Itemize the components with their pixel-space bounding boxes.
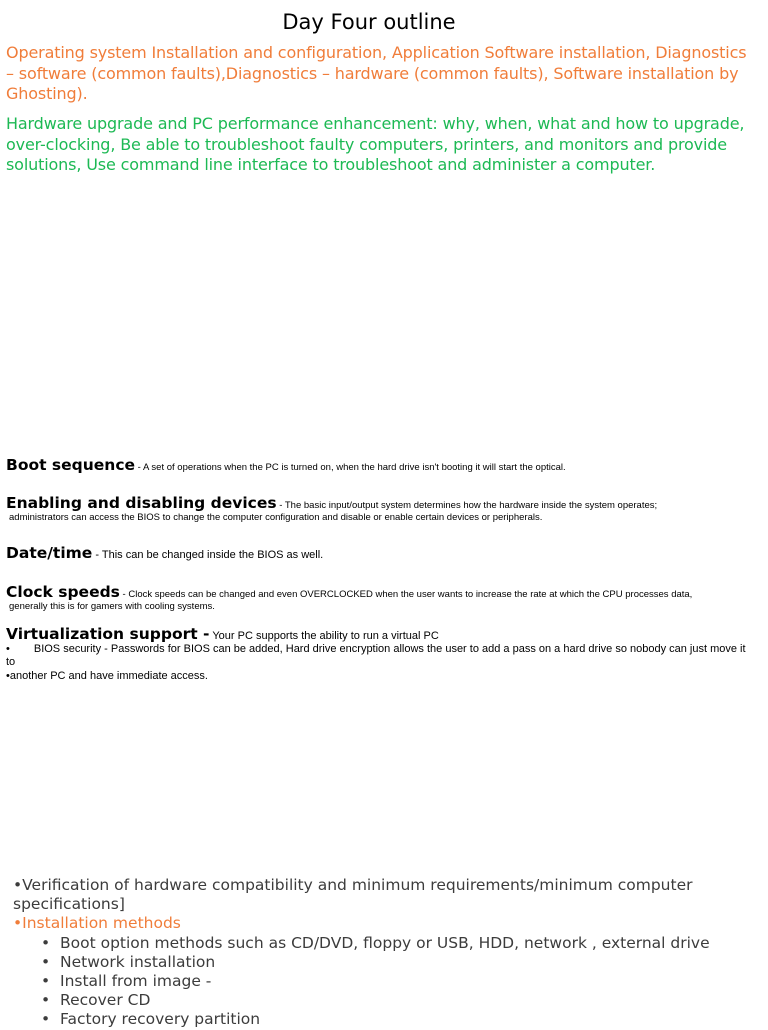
list-item xyxy=(41,991,753,1010)
list-item-text: Factory recovery partition xyxy=(60,1010,261,1029)
bios-description-continued: administrators can access the BIOS to change the computer configuration and disable or enable certain devices or peripherals. xyxy=(9,512,543,523)
list-item-text: Network installation xyxy=(60,952,216,971)
bios-term: Date/time xyxy=(6,544,93,562)
bullet: • xyxy=(13,914,23,933)
installation-section xyxy=(13,876,753,1030)
bios-item-virtualization xyxy=(6,624,746,643)
bullet: • xyxy=(41,972,51,991)
bullet: • xyxy=(41,952,51,971)
methods-heading-text: Installation methods xyxy=(22,914,181,933)
bios-security-note xyxy=(6,643,746,669)
bios-item-clock-speeds xyxy=(6,582,746,613)
list-item xyxy=(41,972,753,991)
bios-item-enabling-devices xyxy=(6,493,746,524)
bullet: • xyxy=(41,991,51,1010)
bios-description: - Clock speeds can be changed and even OVERCLOCKED when the user wants to increase the rate at which the CPU processes data, xyxy=(119,589,693,600)
bios-term: Virtualization support - xyxy=(6,625,210,643)
bios-description: - The basic input/output system determines how the hardware inside the system operates; xyxy=(276,500,658,511)
bios-access-text: another PC and have immediate access. xyxy=(9,670,208,682)
bullet: • xyxy=(41,933,51,952)
installation-methods-heading xyxy=(13,914,753,933)
bios-term: Clock speeds xyxy=(6,583,120,601)
bios-description: - This can be changed inside the BIOS as well. xyxy=(92,549,324,561)
bullet: • xyxy=(6,643,10,655)
bios-term: Boot sequence xyxy=(6,456,136,474)
verification-text: Verification of hardware compatibility and minimum requirements/minimum computer specifications] xyxy=(13,876,693,914)
outline-paragraph-hardware: Hardware upgrade and PC performance enhancement: why, when, what and how to upgrade, over-clocking, Be able to troubleshoot faulty computers, printers, and monitors and provide solutions, Use command line interface to troubleshoot and administer a computer. xyxy=(6,114,745,174)
bios-description-continued: generally this is for gamers with cooling systems. xyxy=(9,601,215,612)
list-item xyxy=(41,953,753,972)
bios-term: Enabling and disabling devices xyxy=(6,494,277,512)
bios-security-text: BIOS security - Passwords for BIOS can be added, Hard drive encryption allows the user to add a pass on a hard drive so nobody can just move it to xyxy=(6,643,746,668)
page-title: Day Four outline xyxy=(282,10,456,34)
list-item xyxy=(41,934,753,953)
bullet: • xyxy=(41,1010,51,1029)
list-item-text: Boot option methods such as CD/DVD, floppy or USB, HDD, network , external drive xyxy=(60,933,710,952)
bios-item-date-time xyxy=(6,543,746,562)
bios-item-boot-sequence xyxy=(6,455,746,474)
list-item xyxy=(41,1010,753,1029)
bullet: • xyxy=(13,876,23,894)
installation-methods-list xyxy=(13,934,753,1030)
verification-item xyxy=(13,876,753,914)
list-item-text: Recover CD xyxy=(60,991,151,1010)
bullet: • xyxy=(6,670,10,682)
bios-description: - A set of operations when the PC is turned on, when the hard drive isn't booting it will start the optical. xyxy=(135,462,566,473)
list-item-text: Install from image - xyxy=(60,972,212,991)
bios-access-note xyxy=(6,670,746,683)
bios-description: Your PC supports the ability to run a virtual PC xyxy=(209,630,439,642)
outline-paragraph-software: Operating system Installation and configuration, Application Software installation, Diagnostics – software (common faults),Diagnostics – hardware (common faults), Software installation by Ghosting). xyxy=(6,43,747,103)
